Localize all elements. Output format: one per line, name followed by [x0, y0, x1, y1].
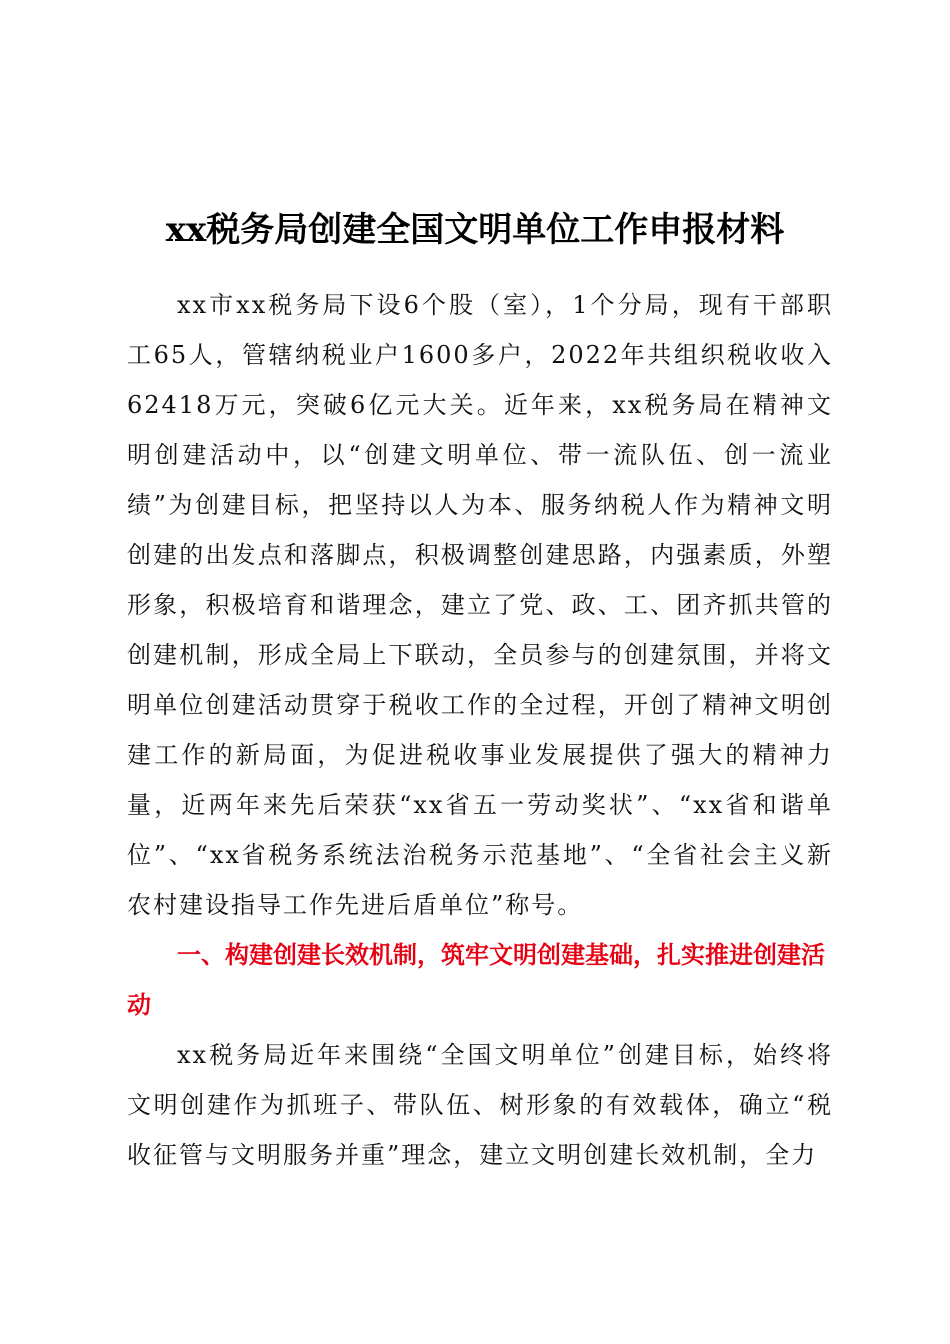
- section-heading: 一、构建创建长效机制，筑牢文明创建基础，扎实推进创建活动: [127, 941, 825, 1019]
- document-title: xx税务局创建全国文明单位工作申报材料: [165, 210, 785, 250]
- intro-paragraph: xx市xx税务局下设6个股（室），1个分局，现有干部职工65人，管辖纳税业户1600多户，2022年共组织税收收入62418万元，突破6亿元大关。近年来，xx税务局在精神文明创建活动中，以“创建文明单位、带一流队伍、创一流业绩”为创建目标，把坚持以人为本、服务纳税人作为精神文明创建的出发点和落脚点，积极调整创建思路，内强素质，外塑形象，积极培育和谐理念，建立了党、政、工、团齐抓共管的创建机制，形成全局上下联动，全员参与的创建氛围，并将文明单位创建活动贯穿于税收工作的全过程，开创了精神文明创建工作的新局面，为促进税收事业发展提供了强大的精神力量，近两年来先后荣获“xx省五一劳动奖状”、“xx省和谐单位”、“xx省税务系统法治税务示范基地”、“全省社会主义新农村建设指导工作先进后盾单位”称号。: [127, 291, 833, 919]
- section-paragraph: xx税务局近年来围绕“全国文明单位”创建目标，始终将文明创建作为抓班子、带队伍、树形象的有效载体，确立“税收征管与文明服务并重”理念，建立文明创建长效机制，全力: [127, 1041, 833, 1169]
